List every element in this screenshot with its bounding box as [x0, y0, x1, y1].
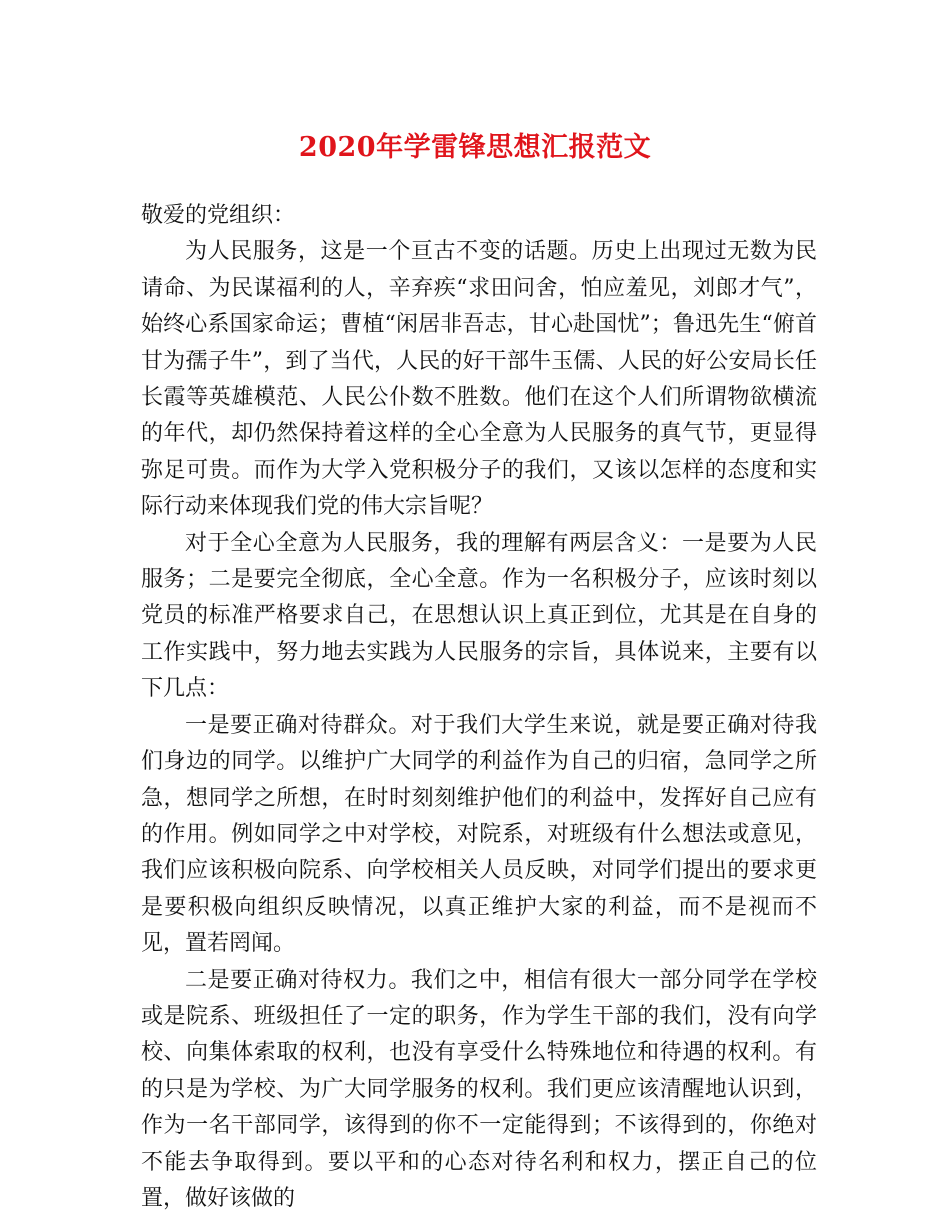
paragraph-2: 对于全心全意为人民服务，我的理解有两层含义：一是要为人民服务；二是要完全彻底，全心全意。作为一名积极分子，应该时刻以党员的标准严格要求自己，在思想认识上真正到位，尤其是在自身的工作实践中，努力地去实践为人民服务的宗旨，具体说来，主要有以下几点：: [141, 530, 817, 702]
paragraph-4: 二是要正确对待权力。我们之中，相信有很大一部分同学在学校或是院系、班级担任了一定的职务，作为学生干部的我们，没有向学校、向集体索取的权利，也没有享受什么特殊地位和待遇的权利。有的只是为学校、为广大同学服务的权利。我们更应该清醒地认识到，作为一名干部同学，该得到的你不一定能得到；不该得到的，你绝对不能去争取得到。要以平和的心态对待名利和权力，摆正自己的位置，做好该做的: [141, 967, 817, 1211]
paragraph-1: 为人民服务，这是一个亘古不变的话题。历史上出现过无数为民请命、为民谋福利的人，辛弃疾“求田问舍，怕应羞见，刘郎才气”，始终心系国家命运；曹植“闲居非吾志，甘心赴国忧”；鲁迅先生“俯首甘为孺子牛”，到了当代，人民的好干部牛玉儒、人民的好公安局长任长霞等英雄模范、人民公仆数不胜数。他们在这个人们所谓物欲横流的年代，却仍然保持着这样的全心全意为人民服务的真气节，更显得弥足可贵。而作为大学入党积极分子的我们，又该以怎样的态度和实际行动来体现我们党的伟大宗旨呢？: [141, 239, 817, 520]
document-title: 2020年学雷锋思想汇报范文: [298, 132, 652, 163]
paragraph-3: 一是要正确对待群众。对于我们大学生来说，就是要正确对待我们身边的同学。以维护广大同学的利益作为自己的归宿，急同学之所急，想同学之所想，在时时刻刻维护他们的利益中，发挥好自己应有的作用。例如同学之中对学校，对院系，对班级有什么想法或意见，我们应该积极向院系、向学校相关人员反映，对同学们提出的要求更是要积极向组织反映情况，以真正维护大家的利益，而不是视而不见，置若罔闻。: [141, 712, 817, 957]
salutation: 敬爱的党组织：: [141, 203, 296, 228]
document-body: [141, 198, 817, 1217]
